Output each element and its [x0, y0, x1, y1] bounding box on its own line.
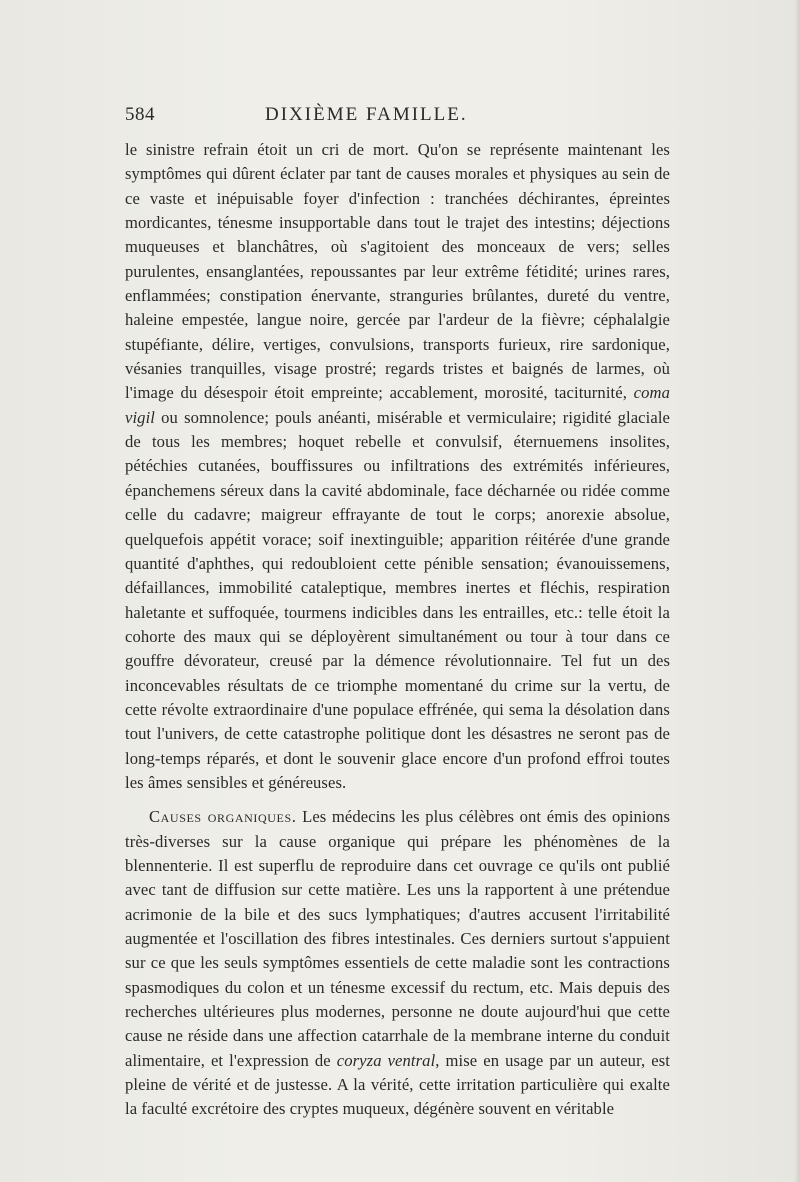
italic-term: coryza ventral	[336, 1050, 436, 1070]
paragraph-text: le sinistre refrain étoit un cri de mort. Qu'on se représente maintenant les symptômes qui dûrent éclater par tant de causes morales et physiques au sein de ce vaste et inépuisable foyer d'infection : tranchées déchirantes, épreintes mordicantes, ténesme insupportable dans tout le trajet des intestins; déjections muqueuses et blanchâtres, où s'agitoient des monceaux de vers; selles purulentes, ensanglantées, repoussantes par leur extrême fétidité; urines rares, enflammées; constipation énervante, stranguries brûlantes, dureté du ventre, haleine empestée, langue noire, gercée par l'ardeur de la fièvre; céphalalgie stupéfiante, délire, vertiges, convulsions, transports furieux, rire sardonique, vésanies tranquilles, visage prostré; regards tristes et baignés de larmes, où l'image du désespoir étoit empreinte; accablement, morosité, taciturnité,	[125, 140, 670, 403]
body-text	[125, 138, 670, 1122]
paragraph-organic-causes	[125, 805, 670, 1121]
section-heading: Causes organiques.	[149, 807, 297, 827]
paragraph-text: ou somnolence; pouls anéanti, misérable et vermiculaire; rigidité glaciale de tous les membres; hoquet rebelle et convulsif, éternuemens insolites, pétéchies cutanées, bouffissures ou infiltrations des extrémités inférieures, épanchemens séreux dans la cavité abdominale, face décharnée ou ridée comme celle du cadavre; maigreur effrayante de tout le corps; anorexie absolue, quelquefois appétit vorace; soif inextinguible; apparition réitérée d'une grande quantité d'aphthes, qui redoubloient cette pénible sensation; évanouissemens, défaillances, immobilité cataleptique, membres inertes et fléchis, respiration haletante et suffoquée, tourmens indicibles dans les entrailles, etc.: telle étoit la cohorte des maux qui se déployèrent simultanément ou tour à tour dans ce gouffre dévorateur, creusé par la démence révolutionnaire. Tel fut un des inconcevables résultats de ce triomphe momentané du crime sur la vertu, de cette révolte extraordinaire d'une populace effrénée, qui sema la désolation dans tout l'univers, de cette catastrophe politique dont les désastres ne seront pas de long-temps réparés, et dont le souvenir glace encore d'un profond effroi toutes les âmes sensibles et généreuses.	[125, 407, 670, 792]
page-header	[125, 104, 670, 128]
paragraph-symptoms	[125, 138, 670, 795]
running-title: DIXIÈME FAMILLE.	[265, 104, 468, 125]
page-number: 584	[125, 104, 155, 125]
italic-term: coma vigil	[125, 383, 670, 427]
page-edge-shadow	[794, 0, 800, 1182]
paragraph-text: , mise en usage par un auteur, est pleine de vérité et de justesse. A la vérité, cette irritation particulière qui exalte la faculté excrétoire des cryptes muqueux, dégénère souvent en véritable	[125, 1050, 670, 1119]
paragraph-text: Les médecins les plus célèbres ont émis des opinions très-diverses sur la cause organique qui prépare les phénomènes de la blennenterie. Il est superflu de reproduire dans cet ouvrage ce qu'ils ont publié avec tant de diffusion sur cette matière. Les uns la rapportent à une prétendue acrimonie de la bile et des sucs lymphatiques; d'autres accusent l'irritabilité augmentée et l'oscillation des fibres intestinales. Ces derniers surtout s'appuient sur ce que les seuls symptômes essentiels de cette maladie sont les contractions spasmodiques du colon et un ténesme excessif du rectum, etc. Mais depuis des recherches ultérieures plus modernes, personne ne doute aujourd'hui que cette cause ne réside dans une affection catarrhale de la membrane interne du conduit alimentaire, et l'expression de	[125, 807, 670, 1070]
